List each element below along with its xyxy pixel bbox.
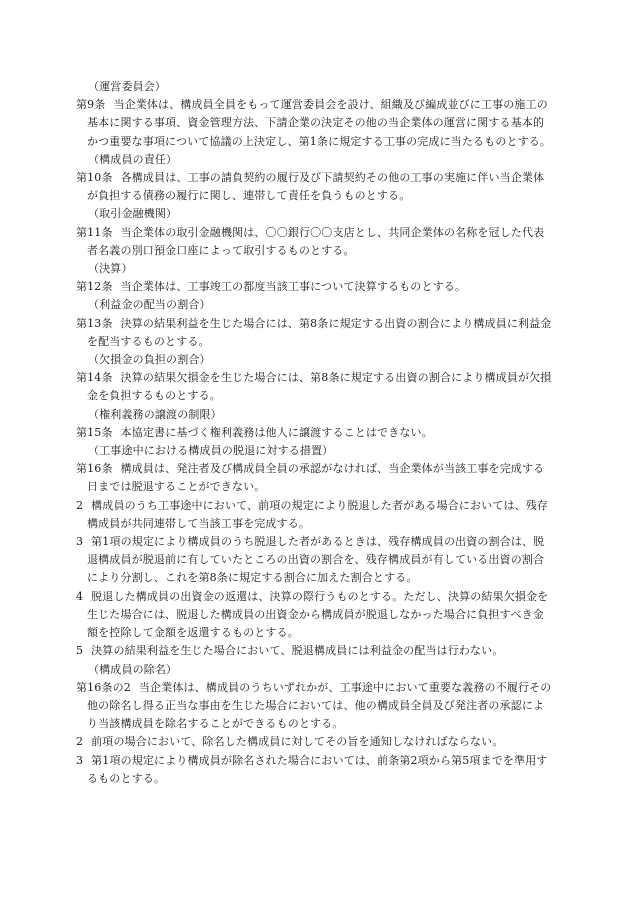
article-text: 当企業体は、構成員のうちいずれかが、工事途中において重要な義務の不履行その他の除名し得る正当な事由を生じた場合においては、他の構成員全員及び発注者の承認により当該構成員を除名することができるものとする。 [87,680,552,731]
paragraph-number: 5 [76,644,84,658]
article-text: 決算の結果利益を生じた場合には、第8条に規定する出資の割合により構成員に利益金を配当するものとする。 [87,316,552,348]
paragraph-text: 前項の場合において、除名した構成員に対してその旨を通知しなければならない。 [91,735,504,749]
article-16 [76,460,554,496]
paragraph-item [76,752,554,788]
article-14 [76,369,554,405]
article-13 [76,315,554,351]
article-16-2 [76,679,554,734]
article-12 [76,278,554,296]
paragraph-number: 4 [76,589,84,603]
section-heading: （決算） [88,262,133,276]
paragraph-number: 3 [76,535,84,549]
article-number: 第10条 [76,171,113,185]
paragraph-number: 2 [76,498,84,512]
article-number: 第16条 [76,462,113,476]
paragraph-item [76,642,554,660]
article-15 [76,424,554,442]
article-text: 各構成員は、工事の請負契約の履行及び下請契約その他の工事の実施に伴い当企業体が負担する債務の履行に関し、連帯して責任を負うものとする。 [87,171,545,203]
paragraph-text: 第1項の規定により構成員のうち脱退した者があるときは、残存構成員の出資の割合は、脱退構成員が脱退前に有していたところの出資の割合を、残存構成員が有している出資の割合により分割し、これを第8条に規定する割合に加えた割合とする。 [87,535,545,585]
article-text: 当企業体は、工事竣工の都度当該工事について決算するものとする。 [120,280,467,294]
article-text: 本協定書に基づく権利義務は他人に譲渡することはできない。 [120,425,433,439]
paragraph-text: 第1項の規定により構成員が除名された場合においては、前条第2項から第5項までを準用するものとする。 [87,753,548,785]
article-number: 第11条 [76,225,113,239]
paragraph-item [76,497,554,533]
article-number: 第12条 [76,280,113,294]
section-heading: （権利義務の譲渡の制限） [88,407,222,421]
article-text: 当企業体の取引金融機関は、〇〇銀行〇〇支店とし、共同企業体の名称を冠した代表者名義の別口預金口座によって取引するものとする。 [87,225,545,257]
section-heading: （欠損金の負担の割合） [88,353,211,367]
section-heading: （構成員の除名） [88,662,178,676]
article-number: 第14条 [76,371,113,385]
section-heading: （工事途中における構成員の脱退に対する措置） [88,444,334,458]
paragraph-item [76,533,554,588]
section-heading: （取引金融機関） [88,207,178,221]
article-text: 構成員は、発注者及び構成員全員の承認がなければ、当企業体が当該工事を完成する日までは脱退することができない。 [87,462,545,494]
article-number: 第15条 [76,425,113,439]
article-text: 当企業体は、構成員全員をもって運営委員会を設け、組織及び編成並びに工事の施工の基本に関する事項、資金管理方法、下請企業の決定その他の当企業体の運営に関する基本的かつ重要な事項について協議の上決定し、第1条に規定する工事の完成に当たるものとする。 [87,98,552,148]
article-number: 第9条 [76,98,106,112]
article-number: 第16条の2 [76,680,131,694]
document-page [76,78,554,788]
paragraph-number: 2 [76,735,84,749]
section-heading: （運営委員会） [88,80,167,93]
article-text: 決算の結果欠損金を生じた場合には、第8条に規定する出資の割合により構成員が欠損金を負担するものとする。 [87,371,552,403]
article-9 [76,96,554,151]
paragraph-number: 3 [76,753,84,767]
paragraph-item [76,733,554,751]
paragraph-item [76,588,554,643]
section-heading: （利益金の配当の割合） [88,298,211,312]
article-11 [76,224,554,260]
paragraph-text: 脱退した構成員の出資金の返還は、決算の際行うものとする。ただし、決算の結果欠損金を生じた場合には、脱退した構成員の出資金から構成員が脱退しなかった場合に負担すべき金額を控除して金額を返還するものとする。 [87,589,549,640]
section-heading: （構成員の責任） [88,152,178,166]
paragraph-text: 決算の結果利益を生じた場合において、脱退構成員には利益金の配当は行わない。 [91,644,504,658]
article-number: 第13条 [76,316,113,330]
article-10 [76,169,554,205]
paragraph-text: 構成員のうち工事途中において、前項の規定により脱退した者がある場合においては、残存構成員が共同連帯して当該工事を完成する。 [87,498,549,530]
